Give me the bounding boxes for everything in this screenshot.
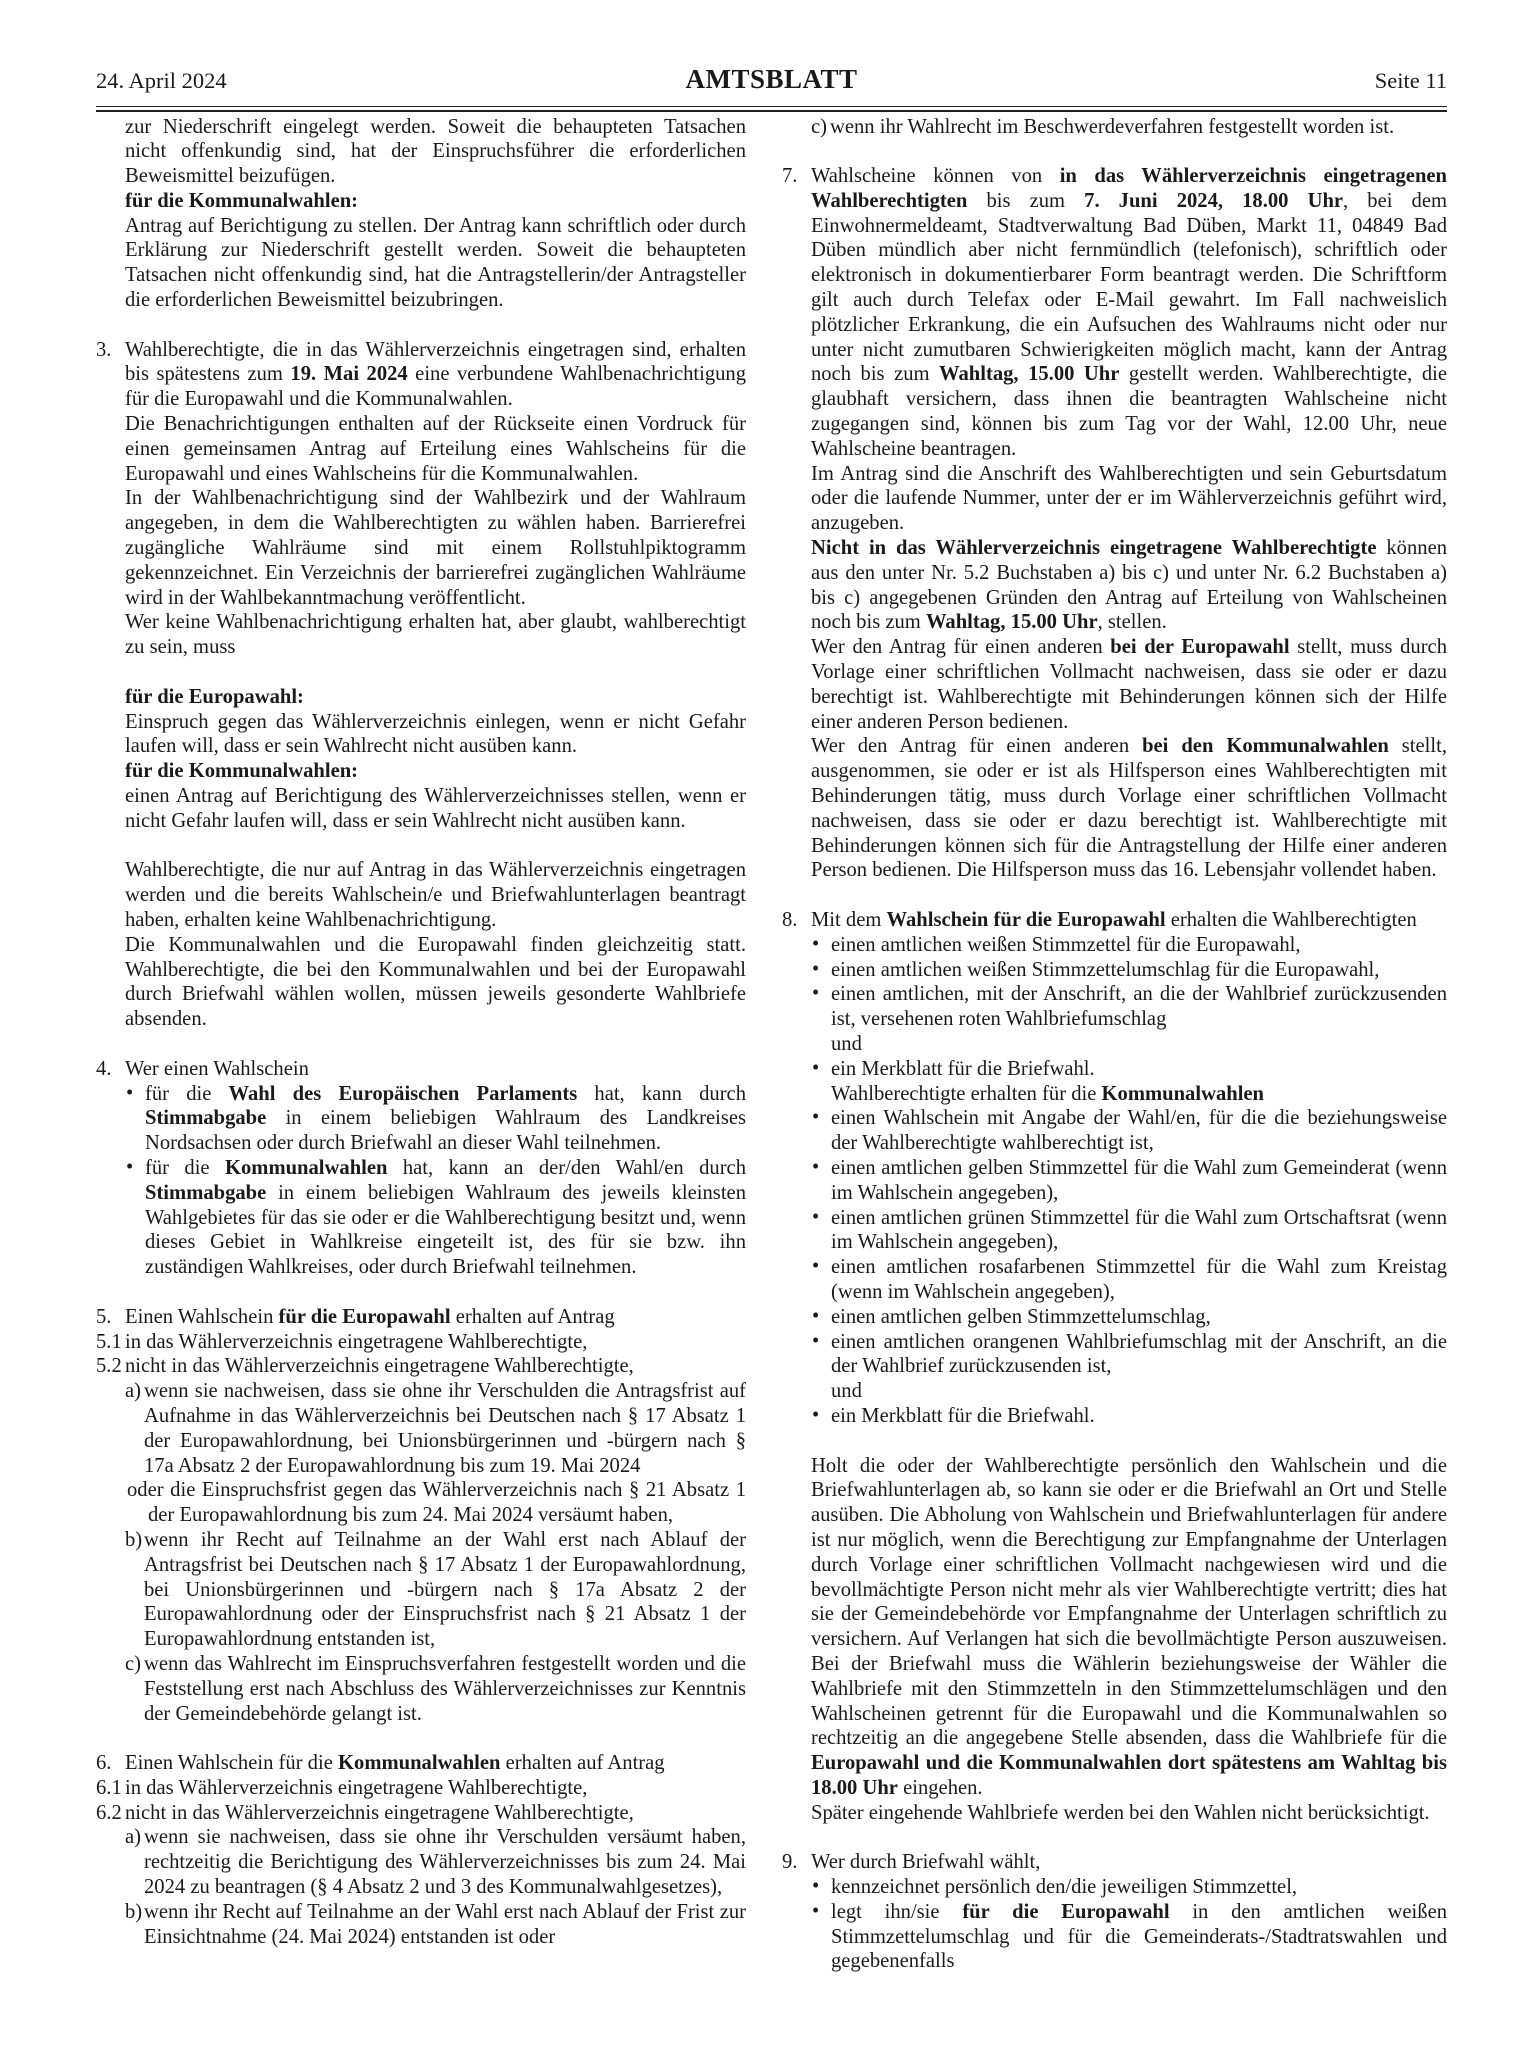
bold-text-run: für die Europawahl	[962, 1900, 1170, 1923]
text-run: Einen Wahlschein für die	[125, 1752, 338, 1775]
text-run: Wahlberechtigte, die nur auf Antrag in das Wählerverzeichnis eingetragen werden und die bereits Wahlschein/e und Briefwahlunterlagen beantragt haben, erhalten keine Wahlbenachrichtigung.	[125, 859, 746, 931]
left-column	[96, 115, 746, 1975]
item-number: 7.	[782, 165, 798, 188]
bold-text-run: Wahltag, 15.00 Uhr	[939, 363, 1120, 386]
item-number: 5.1	[96, 1330, 122, 1353]
bullet-continuation	[831, 1379, 1447, 1404]
bullet-item	[811, 1305, 1447, 1330]
spacer	[96, 1726, 746, 1751]
bullet-item	[811, 1106, 1447, 1156]
item-number: c)	[811, 115, 827, 138]
text-run: Einspruch gegen das Wählerverzeichnis einlegen, wenn er nicht Gefahr laufen will, dass er sein Wahlrecht nicht ausüben kann.	[125, 710, 746, 758]
text-run: Antrag auf Berichtigung zu stellen. Der Antrag kann schriftlich oder durch Erklärung zur Niederschrift gestellt werden. Soweit die behaupteten Tatsachen nicht offenkundig sind, hat die Antragstellerin/der Antragsteller die erforderlichen Beweismittel beizubringen.	[125, 214, 746, 312]
item-number: 6.1	[96, 1776, 122, 1799]
text-run: Holt die oder der Wahlberechtigte persönlich den Wahlschein und die Briefwahlunterlagen ab, so kann sie oder er die Briefwahl an Ort und Stelle ausüben. Die Abholung von Wahlschein und Briefwahlunterlagen für andere ist nur möglich, wenn die Berechtigung zur Empfangnahme der Unterlagen durch Vorlage einer schriftlichen Vollmacht nachgewiesen wird und die bevollmächtigte Person nicht mehr als vier Wahlberechtigte vertritt; dies hat sie der Gemeindebehörde vor Empfangnahme der Unterlagen schriftlich zu versichern. Auf Verlangen hat sich die bevollmächtigte Person auszuweisen. Bei der Briefwahl muss die Wählerin beziehungsweise der Wähler die Wahlbriefe mit den Stimmzetteln in den Stimmzettelumschlägen und den Wahlscheinen getrennt für die Europawahl und die Kommunalwahlen so rechtzeitig an die angegebene Stelle absenden, dass die Wahlbriefe für die	[811, 1454, 1447, 1750]
paragraph	[125, 115, 746, 189]
text-run: Wer einen Wahlschein	[125, 1057, 309, 1080]
bullet-item	[811, 1206, 1447, 1256]
bold-text-run: Nicht in das Wählerverzeichnis eingetragene Wahlberechtigte	[811, 537, 1377, 560]
bold-text-run: in das Wählerverzeichnis eingetragenen Wahlberechtigten	[811, 165, 1447, 212]
bullet-item	[811, 1057, 1447, 1082]
text-run: einen amtlichen, mit der Anschrift, an die der Wahlbrief zurückzusenden ist, versehenen roten Wahlbriefumschlag	[831, 983, 1447, 1031]
bullet-icon: •	[812, 1875, 820, 1898]
bullet-item	[811, 958, 1447, 983]
bullet-item	[811, 1156, 1447, 1206]
bullet-icon: •	[812, 1205, 820, 1228]
item-number: c)	[125, 1652, 141, 1675]
paragraph	[125, 710, 746, 760]
bold-text-run: Wahl des Europäischen Parlaments	[228, 1082, 578, 1105]
text-run: wenn das Wahlrecht im Einspruchsverfahren festgestellt worden und die Feststellung erst nach Abschluss des Wählerverzeichnisses zur Kenntnis der Gemeindebehörde gelangt ist.	[144, 1652, 746, 1725]
text-run: Wer keine Wahlbenachrichtigung erhalten hat, aber glaubt, wahlberechtigt zu sein, muss	[125, 611, 746, 659]
page-header	[96, 64, 1447, 92]
text-run: stellt, ausgenommen, sie oder er ist als Hilfsperson eines Wahlberechtigten mit Behinderungen tätig, muss durch Vorlage einer schriftlichen Vollmacht nachweisen, dass sie oder er dazu berechtigt ist. Wahlberechtigte mit Behinderungen können sich für die Antragstellung der Hilfe einer anderen Person bedienen. Die Hilfsperson muss das 16. Lebensjahr vollendet haben.	[811, 735, 1447, 882]
item-number: 8.	[782, 909, 798, 931]
paragraph	[125, 486, 746, 610]
spacer	[96, 834, 746, 859]
text-run: Die Kommunalwahlen und die Europawahl finden gleichzeitig statt. Wahlberechtigte, die bei den Kommunalwahlen und bei der Europawahl durch Briefwahl wählen wollen, müssen jeweils gesonderte Wahlbriefe absenden.	[125, 933, 746, 1031]
numbered-item	[782, 164, 1447, 462]
text-run: erhalten auf Antrag	[450, 1305, 615, 1328]
text-run: erhalten die Wahlberechtigten	[1165, 909, 1417, 931]
item-number: 9.	[782, 1851, 798, 1874]
item-number: a)	[125, 1826, 141, 1849]
item-number: a)	[125, 1380, 141, 1403]
text-run: Wahlscheine können von	[811, 165, 1060, 188]
bold-text-run: Wahlschein für die Europawahl	[886, 909, 1166, 931]
text-run: Einen Wahlschein	[125, 1305, 279, 1328]
text-run: in den amtlichen weißen Stimmzettelumschlag und für die Gemeinderats-/Stadtratswahlen und gegebenenfalls	[831, 1900, 1448, 1973]
paragraph	[125, 685, 746, 710]
text-run: Wahlberechtigte erhalten für die	[831, 1082, 1102, 1105]
text-run: Die Benachrichtigungen enthalten auf der Rückseite einen Vordruck für einen gemeinsamen Antrag auf Erteilung eines Wahlscheins für die Europawahl und eines Wahlscheins für die Kommunalwahlen.	[125, 413, 746, 485]
spacer	[782, 139, 1447, 164]
bold-text-run: bei den Kommunalwahlen	[1142, 735, 1389, 758]
lettered-item	[125, 1379, 746, 1478]
bullet-icon: •	[812, 957, 820, 980]
text-run: In der Wahlbenachrichtigung sind der Wahlbezirk und der Wahlraum angegeben, in dem die Wahlberechtigten zu wählen haben. Barrierefrei zugängliche Wahlräume sind mit einem Rollstuhlpiktogramm gekennzeichnet. Ein Verzeichnis der barrierefrei zugänglichen Wahlräume wird in der Wahlbekanntmachung veröffentlicht.	[125, 487, 746, 609]
bullet-item	[811, 1404, 1447, 1429]
text-run: können aus den unter Nr. 5.2 Buchstaben a) bis c) und unter Nr. 6.2 Buchstaben a) bis c) angegebenen Gründen den Antrag auf Erteilung von Wahlscheinen noch bis zum	[811, 537, 1447, 634]
spacer	[782, 1429, 1447, 1454]
text-run: legt ihn/sie	[831, 1900, 963, 1923]
text-run: einen Wahlschein mit Angabe der Wahl/en, für die die beziehungsweise der Wahlberechtigte wahlberechtigt ist,	[831, 1107, 1447, 1155]
lettered-item	[125, 1652, 746, 1726]
text-run: einen amtlichen gelben Stimmzettelumschlag,	[831, 1305, 1211, 1328]
text-run: , stellen.	[1097, 611, 1167, 634]
bold-text-run: Stimmabgabe	[145, 1181, 267, 1204]
numbered-item	[96, 1305, 746, 1330]
text-run: in einem beliebigen Wahlraum des Landkreises Nordsachsen oder durch Briefwahl an dieser Wahl teilnehmen.	[145, 1107, 746, 1155]
numbered-item	[96, 1057, 746, 1082]
bold-text-run: bei der Europawahl	[1110, 636, 1290, 659]
item-number: 4.	[96, 1057, 112, 1080]
bullet-item	[125, 1082, 746, 1156]
numbered-item	[96, 1801, 746, 1826]
bullet-item	[125, 1156, 746, 1280]
text-run: nicht in das Wählerverzeichnis eingetragene Wahlberechtigte,	[125, 1355, 634, 1378]
paragraph	[811, 635, 1447, 734]
paragraph	[811, 734, 1447, 883]
text-run: Im Antrag sind die Anschrift des Wahlberechtigten und sein Geburtsdatum oder die laufende Nummer, unter der er im Wählerverzeichnis geführt wird, anzugeben.	[811, 462, 1447, 535]
paragraph	[125, 189, 746, 214]
bullet-icon: •	[126, 1155, 134, 1178]
bullet-icon: •	[812, 1899, 820, 1922]
paragraph	[811, 1454, 1447, 1801]
text-run: nicht in das Wählerverzeichnis eingetragene Wahlberechtigte,	[125, 1801, 634, 1824]
text-run: Wer den Antrag für einen anderen	[811, 636, 1111, 659]
text-run: wenn ihr Recht auf Teilnahme an der Wahl erst nach Ablauf der Frist zur Einsichtnahme (24. Mai 2024) entstanden ist oder	[144, 1900, 746, 1948]
bold-text-run: 19. Mai 2024	[290, 363, 408, 386]
bullet-icon: •	[812, 1106, 820, 1129]
bullet-item	[811, 982, 1447, 1032]
header-rule	[96, 106, 1447, 112]
text-run: Wahlberechtigte, die in das Wählerverzeichnis eingetragen sind, erhalten bis spätestens zum	[125, 338, 746, 386]
text-run: hat, kann an der/den Wahl/en durch	[387, 1156, 746, 1179]
bullet-icon: •	[812, 1155, 820, 1178]
bold-text-run: für die Europawahl:	[125, 685, 304, 708]
spacer	[782, 883, 1447, 908]
bullet-icon: •	[812, 1304, 820, 1327]
text-run: eingehen.	[897, 1776, 983, 1799]
text-run: wenn sie nachweisen, dass sie ohne ihr Verschulden versäumt haben, rechtzeitig die Berichtigung des Wählerverzeichnisses bis zum 24. Mai 2024 zu beantragen (§ 4 Absatz 2 und 3 des Kommunalwahlgesetzes),	[144, 1826, 746, 1899]
text-run: einen amtlichen rosafarbenen Stimmzettel für die Wahl zum Kreistag (wenn im Wahlschein angegeben),	[831, 1256, 1447, 1303]
text-run: einen amtlichen orangenen Wahlbriefumschlag mit der Anschrift, an die der Wahlbrief zurückzusenden ist,	[831, 1330, 1447, 1378]
text-run: in einem beliebigen Wahlraum des jeweils kleinsten Wahlgebietes für das sie oder er die Wahlberechtigung besitzt und, wenn dieses Gebiet in Wahlkreise eingeteilt ist, des für sie bzw. ihn zuständigen Wahlkreises, oder durch Briefwahl teilnehmen.	[145, 1181, 746, 1279]
text-run: für die	[145, 1082, 229, 1105]
bullet-icon: •	[126, 1081, 134, 1104]
bullet-continuation	[831, 1082, 1447, 1107]
text-run: ein Merkblatt für die Briefwahl.	[831, 1057, 1095, 1080]
spacer	[96, 660, 746, 685]
spacer	[96, 313, 746, 338]
numbered-item	[782, 1850, 1447, 1875]
bullet-icon: •	[812, 1329, 820, 1352]
item-number: 6.	[96, 1752, 112, 1775]
text-run: ein Merkblatt für die Briefwahl.	[831, 1404, 1095, 1427]
text-run: wenn sie nachweisen, dass sie ohne ihr Verschulden die Antragsfrist auf Aufnahme in das Wählerverzeichnis bei Deutschen nach § 17 Absatz 1 der Europawahlordnung, bei Unionsbürgerinnen und -bürgern nach § 17a Absatz 2 der Europawahlordnung bis zum 19. Mai 2024	[144, 1380, 746, 1477]
bullet-icon: •	[812, 1255, 820, 1278]
bullet-item	[811, 1900, 1447, 1974]
text-run: Mit dem	[811, 909, 887, 931]
bullet-item	[811, 1330, 1447, 1380]
item-number: b)	[125, 1900, 143, 1923]
bold-text-run: Kommunalwahlen	[224, 1156, 388, 1179]
item-number: 5.	[96, 1305, 112, 1328]
paragraph	[125, 412, 746, 486]
text-run: in das Wählerverzeichnis eingetragene Wahlberechtigte,	[125, 1330, 588, 1353]
right-column	[782, 115, 1447, 1975]
paragraph	[125, 858, 746, 932]
content-columns	[96, 115, 1447, 1975]
bullet-icon: •	[812, 982, 820, 1005]
item-number: 3.	[96, 338, 112, 361]
paragraph	[811, 1801, 1447, 1826]
bold-text-run: Wahltag, 15.00 Uhr	[925, 611, 1098, 634]
paragraph	[125, 610, 746, 660]
bullet-icon: •	[812, 932, 820, 955]
text-run: Wer durch Briefwahl wählt,	[811, 1851, 1041, 1874]
paragraph	[125, 933, 746, 1032]
item-number: b)	[125, 1528, 143, 1551]
text-run: einen amtlichen weißen Stimmzettelumschlag für die Europawahl,	[831, 958, 1380, 981]
text-run: einen amtlichen grünen Stimmzettel für die Wahl zum Ortschaftsrat (wenn im Wahlschein angegeben),	[831, 1206, 1447, 1254]
numbered-item	[96, 1330, 746, 1355]
text-run: stellt, muss durch Vorlage einer schriftlichen Vollmacht nachweisen, dass sie oder er dazu berechtigt ist. Wahlberechtigte mit Behinderungen können sich der Hilfe einer anderen Person bedienen.	[811, 636, 1447, 733]
text-run: eine verbundene Wahlbenachrichtigung für die Europawahl und die Kommunalwahlen.	[125, 363, 747, 411]
bullet-icon: •	[812, 1403, 820, 1426]
header-title: AMTSBLATT	[685, 64, 858, 94]
lettered-item-continuation	[127, 1478, 746, 1528]
text-run: einen Antrag auf Berichtigung des Wählerverzeichnisses stellen, wenn er nicht Gefahr laufen will, dass er sein Wahlrecht nicht ausüben kann.	[125, 785, 746, 832]
numbered-item	[96, 1776, 746, 1801]
bold-text-run: für die Kommunalwahlen:	[125, 760, 359, 783]
text-run: wenn ihr Wahlrecht im Beschwerdeverfahren festgestellt worden ist.	[830, 115, 1395, 138]
text-run: in das Wählerverzeichnis eingetragene Wahlberechtigte,	[125, 1776, 588, 1799]
text-run: wenn ihr Recht auf Teilnahme an der Wahl erst nach Ablauf der Antragsfrist bei Deutschen nach § 17 Absatz 1 der Europawahlordnung, bei Unionsbürgerinnen und -bürgern nach § 17a Absatz 2 der Europawahlordnung oder der Einspruchsfrist nach § 21 Absatz 1 der Europawahlordnung entstanden ist,	[144, 1528, 746, 1651]
text-run: Wer den Antrag für einen anderen	[811, 735, 1143, 758]
lettered-item	[125, 1825, 746, 1899]
bullet-item	[811, 1875, 1447, 1900]
bold-text-run: Europawahl und die Kommunalwahlen dort spätestens am Wahltag bis 18.00 Uhr	[811, 1752, 1447, 1799]
numbered-item	[96, 338, 746, 412]
text-run: einen amtlichen gelben Stimmzettel für die Wahl zum Gemeinderat (wenn im Wahlschein angegeben),	[831, 1156, 1447, 1204]
item-number: 5.2	[96, 1355, 122, 1378]
text-run: gestellt werden. Wahlberechtigte, die glaubhaft versichern, dass ihnen die beantragten Wahlscheine nicht zugegangen sind, können bis zum Tag vor der Wahl, 12.00 Uhr, neue Wahlscheine beantragen.	[811, 363, 1447, 460]
bold-text-run: Kommunalwahlen	[1101, 1082, 1265, 1105]
item-number: 6.2	[96, 1801, 122, 1824]
bold-text-run: 7. Juni 2024, 18.00 Uhr	[1084, 189, 1344, 212]
bullet-continuation	[831, 1032, 1447, 1057]
text-run: erhalten auf Antrag	[500, 1752, 665, 1775]
lettered-item	[811, 115, 1447, 140]
text-run: Später eingehende Wahlbriefe werden bei den Wahlen nicht berücksichtigt.	[811, 1801, 1430, 1824]
header-date: 24. April 2024	[96, 68, 227, 93]
text-run: zur Niederschrift eingelegt werden. Soweit die behaupteten Tatsachen nicht offenkundig sind, hat der Einspruchsführer die erforderlichen Beweismittel beizufügen.	[125, 115, 746, 188]
bullet-icon: •	[812, 1056, 820, 1079]
text-run: für die	[145, 1156, 225, 1179]
spacer	[96, 1032, 746, 1057]
lettered-item	[125, 1900, 746, 1950]
paragraph	[125, 214, 746, 313]
text-run: einen amtlichen weißen Stimmzettel für die Europawahl,	[831, 933, 1301, 956]
bold-text-run: für die Kommunalwahlen:	[125, 189, 359, 212]
bullet-item	[811, 933, 1447, 958]
bold-text-run: Kommunalwahlen	[338, 1752, 501, 1775]
text-run: kennzeichnet persönlich den/die jeweiligen Stimmzettel,	[831, 1876, 1298, 1899]
paragraph	[125, 784, 746, 834]
text-run: bis zum	[967, 189, 1085, 212]
text-run: und	[831, 1380, 862, 1403]
numbered-item	[96, 1354, 746, 1379]
lettered-item	[125, 1528, 746, 1652]
text-run: oder die Einspruchsfrist gegen das Wählerverzeichnis nach § 21 Absatz 1 der Europawahlordnung bis zum 24. Mai 2024 versäumt haben,	[127, 1479, 746, 1527]
paragraph	[811, 462, 1447, 536]
bold-text-run: für die Europawahl	[278, 1305, 451, 1328]
header-page-number: Seite 11	[1374, 68, 1447, 93]
spacer	[96, 1280, 746, 1305]
bold-text-run: Stimmabgabe	[145, 1107, 267, 1130]
numbered-item	[782, 908, 1447, 933]
paragraph	[125, 759, 746, 784]
paragraph	[811, 536, 1447, 635]
text-run: hat, kann durch	[577, 1082, 746, 1105]
text-run: , bei dem Einwohnermeldeamt, Stadtverwaltung Bad Düben, Markt 11, 04849 Bad Düben mündlich aber nicht fernmündlich (telefonisch), schriftlich oder elektronisch in dokumentierbarer Form beantragt werden. Die Schriftform gilt auch durch Telefax oder E-Mail gewahrt. Im Fall nachweislich plötzlicher Erkrankung, die ein Aufsuchen des Wahlraums nicht oder nur unter nicht zumutbaren Schwierigkeiten möglich macht, kann der Antrag noch bis zum	[811, 189, 1448, 386]
numbered-item	[96, 1751, 746, 1776]
spacer	[782, 1825, 1447, 1850]
text-run: und	[831, 1032, 862, 1055]
bullet-item	[811, 1255, 1447, 1305]
